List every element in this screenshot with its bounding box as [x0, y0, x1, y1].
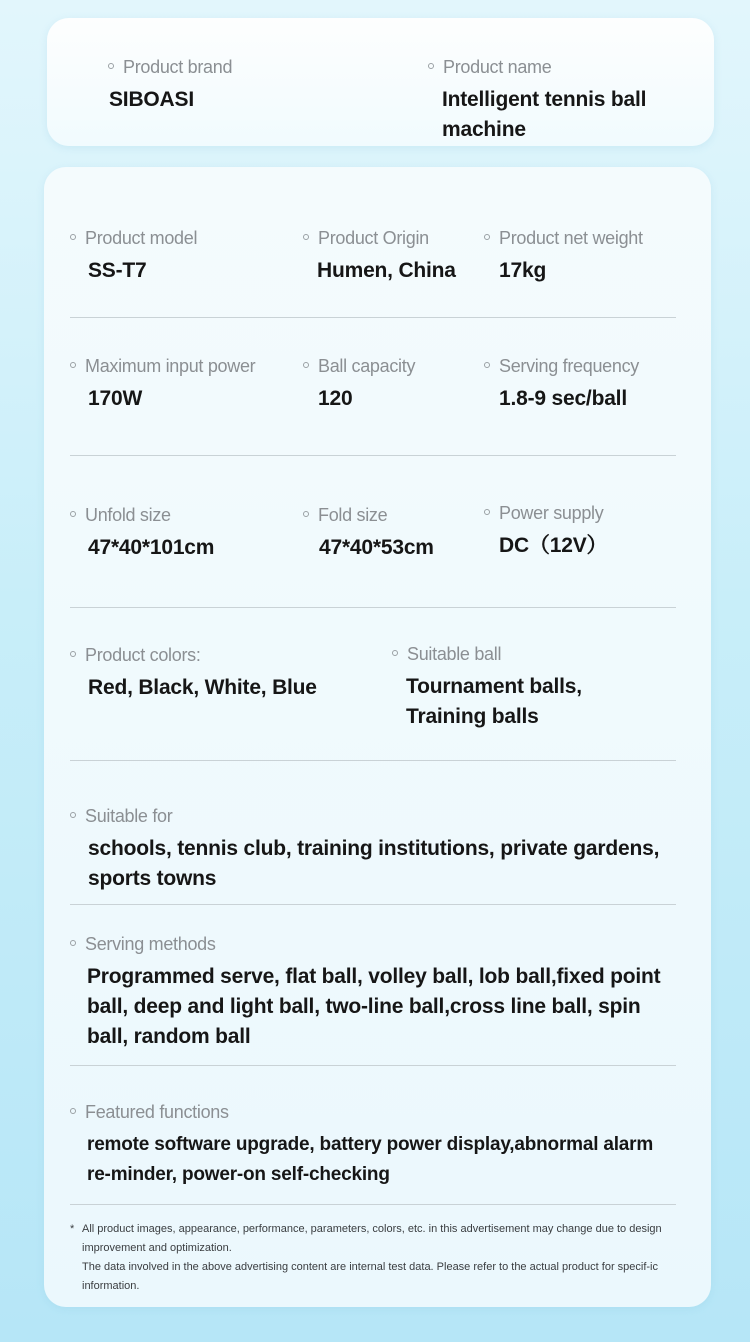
power-field — [70, 355, 255, 414]
capacity-field — [303, 355, 415, 414]
name-value: Intelligent tennis ball machine — [442, 88, 647, 141]
weight-value: 17kg — [499, 259, 547, 282]
featured-functions-field — [70, 1101, 680, 1190]
unfold-label: Unfold size — [70, 504, 214, 526]
divider — [70, 317, 676, 318]
weight-label: Product net weight — [484, 227, 643, 249]
featured-functions-label: Featured functions — [70, 1101, 680, 1123]
disclaimer-notes — [70, 1220, 680, 1296]
power-label: Maximum input power — [70, 355, 255, 377]
ball-label: Suitable ball — [392, 643, 662, 665]
divider — [70, 1065, 676, 1066]
colors-label: Product colors: — [70, 644, 317, 666]
supply-field — [484, 502, 607, 561]
divider — [70, 455, 676, 456]
serving-methods-label: Serving methods — [70, 933, 680, 955]
colors-field — [70, 644, 317, 703]
fold-label: Fold size — [303, 504, 434, 526]
brand-field — [108, 56, 232, 115]
divider — [70, 760, 676, 761]
frequency-label: Serving frequency — [484, 355, 639, 377]
serving-methods-field — [70, 933, 680, 1052]
divider — [70, 1204, 676, 1205]
disclaimer-bullet: * — [70, 1223, 75, 1235]
featured-functions-value: remote software upgrade, battery power display,abnormal alarm re-minder, power-on self-checking — [87, 1134, 654, 1185]
capacity-label: Ball capacity — [303, 355, 415, 377]
divider — [70, 904, 676, 905]
serving-methods-value: Programmed serve, flat ball, volley ball, lob ball,fixed point ball, deep and light ball, two-line ball,cross line ball, spin ball, random ball — [87, 965, 661, 1048]
unfold-value: 47*40*101cm — [88, 536, 215, 559]
origin-field — [303, 227, 456, 286]
divider — [70, 607, 676, 608]
supply-label: Power supply — [484, 502, 607, 524]
disclaimer-line-2: The data involved in the above advertising content are internal test data. Please refer to the actual product for specif-ic information. — [82, 1261, 659, 1292]
colors-value: Red, Black, White, Blue — [88, 676, 317, 699]
model-value: SS-T7 — [88, 259, 147, 282]
suitable-for-label: Suitable for — [70, 805, 670, 827]
brand-label: Product brand — [108, 56, 232, 78]
supply-value: DC（12V） — [499, 534, 608, 557]
name-field — [428, 56, 688, 145]
frequency-field — [484, 355, 639, 414]
frequency-value: 1.8-9 sec/ball — [499, 387, 627, 410]
origin-value: Humen, China — [317, 259, 456, 282]
ball-value: Tournament balls, Training balls — [406, 675, 582, 728]
fold-value: 47*40*53cm — [319, 536, 434, 559]
origin-label: Product Origin — [303, 227, 456, 249]
model-label: Product model — [70, 227, 197, 249]
unfold-field — [70, 504, 214, 563]
power-value: 170W — [88, 387, 143, 410]
suitable-for-field — [70, 805, 670, 894]
model-field — [70, 227, 197, 286]
capacity-value: 120 — [318, 387, 353, 410]
brand-value: SIBOASI — [109, 88, 194, 111]
suitable-for-value: schools, tennis club, training institutions, private gardens, sports towns — [88, 837, 660, 890]
fold-field — [303, 504, 434, 563]
ball-field — [392, 643, 662, 732]
name-label: Product name — [428, 56, 688, 78]
weight-field — [484, 227, 643, 286]
disclaimer-line-1: All product images, appearance, performance, parameters, colors, etc. in this advertisement may change due to design improvement and optimization. — [82, 1223, 662, 1254]
